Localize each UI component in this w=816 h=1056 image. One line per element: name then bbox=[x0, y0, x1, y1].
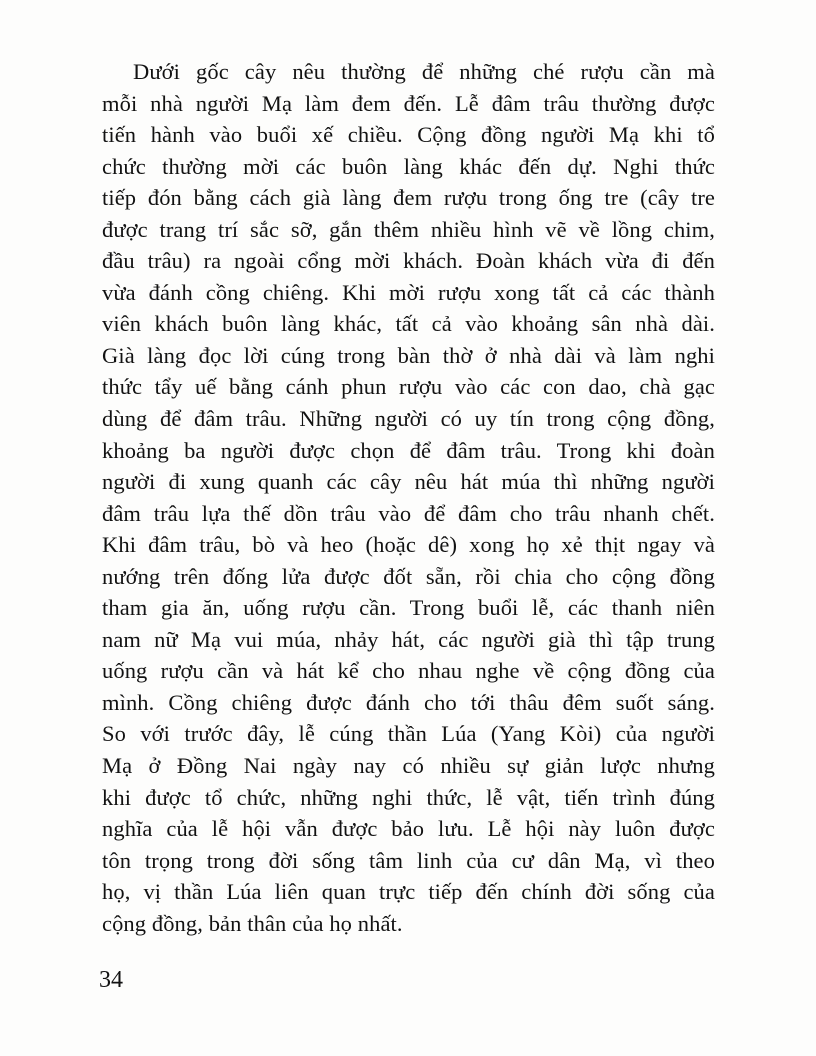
text-line: mình. Cồng chiêng được đánh cho tới thâu đêm suốt sáng. bbox=[102, 689, 715, 715]
text-line: tiến hành vào buổi xế chiều. Cộng đồng người Mạ khi tổ bbox=[102, 122, 715, 148]
paragraph bbox=[102, 56, 715, 939]
text-line: khi được tổ chức, những nghi thức, lễ vật, tiến trình đúng bbox=[102, 784, 715, 810]
text-line: họ, vị thần Lúa liên quan trực tiếp đến chính đời sống của bbox=[102, 879, 715, 905]
text-line: cộng đồng, bản thân của họ nhất. bbox=[102, 910, 403, 936]
page-number: 34 bbox=[99, 967, 123, 993]
text-line: mỗi nhà người Mạ làm đem đến. Lễ đâm trâu thường được bbox=[102, 90, 715, 116]
text-line: vừa đánh cồng chiêng. Khi mời rượu xong tất cả các thành bbox=[102, 279, 715, 305]
text-line: chức thường mời các buôn làng khác đến dự. Nghi thức bbox=[102, 153, 715, 179]
text-line: đâm trâu lựa thế dồn trâu vào để đâm cho trâu nhanh chết. bbox=[102, 500, 715, 526]
text-line: khoảng ba người được chọn để đâm trâu. Trong khi đoàn bbox=[102, 437, 715, 463]
text-line: Mạ ở Đồng Nai ngày nay có nhiều sự giản lược nhưng bbox=[102, 753, 715, 779]
text-line: người đi xung quanh các cây nêu hát múa thì những người bbox=[102, 469, 715, 495]
text-line: uống rượu cần và hát kể cho nhau nghe về cộng đồng của bbox=[102, 658, 715, 684]
text-line: Khi đâm trâu, bò và heo (hoặc dê) xong họ xẻ thịt ngay và bbox=[102, 532, 715, 558]
text-line: dùng để đâm trâu. Những người có uy tín trong cộng đồng, bbox=[102, 406, 715, 432]
text-line: nam nữ Mạ vui múa, nhảy hát, các người già thì tập trung bbox=[102, 626, 715, 652]
text-line: được trang trí sắc sỡ, gắn thêm nhiều hình vẽ về lồng chim, bbox=[102, 216, 715, 242]
text-line: đầu trâu) ra ngoài cổng mời khách. Đoàn khách vừa đi đến bbox=[102, 248, 715, 274]
text-line: nghĩa của lễ hội vẫn được bảo lưu. Lễ hội này luôn được bbox=[102, 816, 715, 842]
text-line: Già làng đọc lời cúng trong bàn thờ ở nhà dài và làm nghi bbox=[102, 342, 715, 368]
text-line: tiếp đón bằng cách già làng đem rượu trong ống tre (cây tre bbox=[102, 185, 715, 211]
text-line: tham gia ăn, uống rượu cần. Trong buổi lễ, các thanh niên bbox=[102, 595, 715, 621]
text-line: nướng trên đống lửa được đốt sẵn, rồi chia cho cộng đồng bbox=[102, 563, 715, 589]
text-line: viên khách buôn làng khác, tất cả vào khoảng sân nhà dài. bbox=[102, 311, 715, 337]
text-line: Dưới gốc cây nêu thường để những ché rượu cần mà bbox=[133, 59, 715, 84]
text-line: thức tẩy uế bằng cánh phun rượu vào các con dao, chà gạc bbox=[102, 374, 715, 400]
text-line: So với trước đây, lễ cúng thần Lúa (Yang Kòi) của người bbox=[102, 721, 715, 747]
text-line: tôn trọng trong đời sống tâm linh của cư dân Mạ, vì theo bbox=[102, 847, 715, 873]
